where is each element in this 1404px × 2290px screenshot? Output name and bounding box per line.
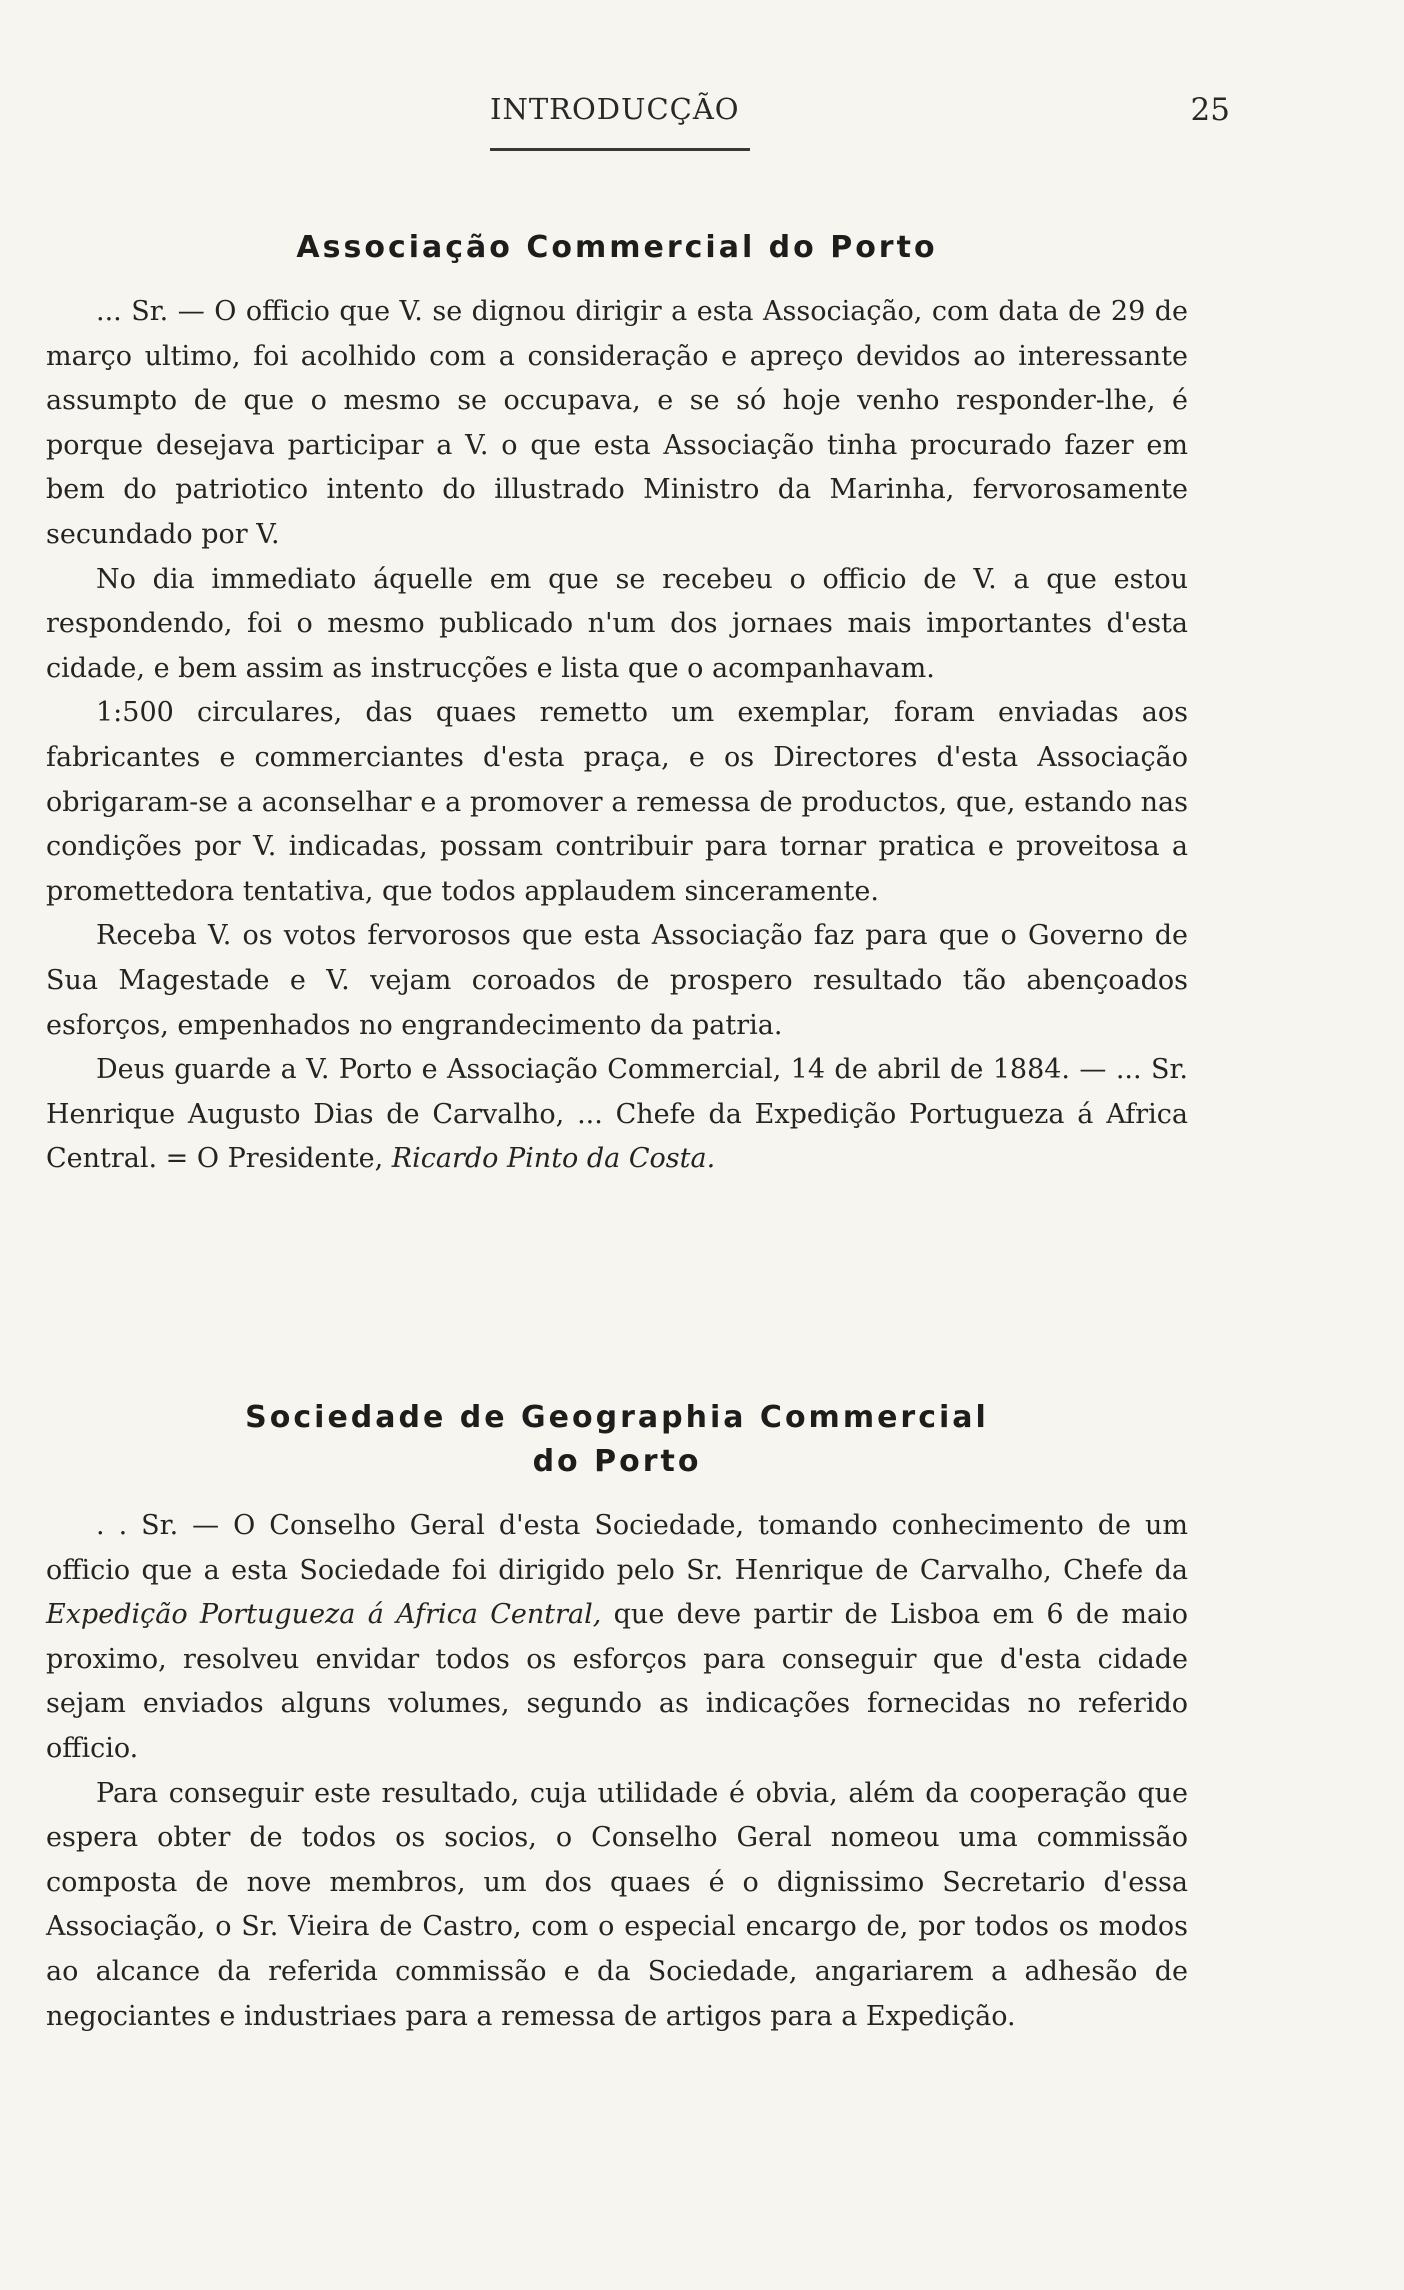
- expedition-title: Expedição Portugueza á Africa Central,: [46, 1599, 602, 1631]
- running-head: [40, 92, 1230, 132]
- page-number: 25: [1190, 92, 1230, 128]
- paragraph-text: . . Sr. — O Conselho Geral d'esta Sociedade, tomando conhecimento de um officio que a esta Sociedade foi dirigido pelo Sr. Henrique de Carvalho, Chefe da: [46, 1510, 1188, 1586]
- heading-line-2: do Porto: [532, 1444, 702, 1479]
- paragraph: [46, 1504, 1188, 1772]
- closing-paragraph: [46, 1048, 1188, 1182]
- section-heading: [46, 1396, 1188, 1484]
- paragraph: Receba V. os votos fervorosos que esta Associação faz para que o Governo de Sua Magestade e V. vejam coroados de prospero resultado tão abençoados esforços, empenhados no engrandecimento da patria.: [46, 920, 1188, 1041]
- paragraph: No dia immediato áquelle em que se recebeu o officio de V. a que estou respondendo, foi o mesmo publicado n'um dos jornaes mais importantes d'esta cidade, e bem assim as instrucções e lista que o acompanhavam.: [46, 563, 1188, 684]
- section-associacao-commercial: [46, 226, 1188, 1182]
- paragraph: Para conseguir este resultado, cuja utilidade é obvia, além da cooperação que espera obter de todos os socios, o Conselho Geral nomeou uma commissão composta de nove membros, um dos quaes é o dignissimo Secretario d'essa Associação, o Sr. Vieira de Castro, com o especial encargo de, por todos os modos ao alcance da referida commissão e da Sociedade, angariarem a adhesão de negociantes e industriaes para a remessa de artigos para a Expedição.: [46, 1777, 1188, 2032]
- running-title: INTRODUCÇÃO: [490, 92, 740, 126]
- heading-line-1: Sociedade de Geographia Commercial: [245, 1400, 989, 1435]
- header-rule: [490, 148, 750, 151]
- section-heading: Associação Commercial do Porto: [296, 230, 938, 265]
- paragraph: ... Sr. — O officio que V. se dignou dirigir a esta Associação, com data de 29 de março ultimo, foi acolhido com a consideração e apreço devidos ao interessante assumpto de que o mesmo se occupava, e se só hoje venho responder-lhe, é porque desejava participar a V. o que esta Associação tinha procurado fazer em bem do patriotico intento do illustrado Ministro da Marinha, fervorosamente secundado por V.: [46, 296, 1188, 550]
- signature: Ricardo Pinto da Costa.: [391, 1143, 716, 1175]
- section-sociedade-geographia: [46, 1396, 1188, 2039]
- paragraph: 1:500 circulares, das quaes remetto um exemplar, foram enviadas aos fabricantes e commerciantes d'esta praça, e os Directores d'esta Associação obrigaram-se a aconselhar e a promover a remessa de productos, que, estando nas condições por V. indicadas, possam contribuir para tornar pratica e proveitosa a promettedora tentativa, que todos applaudem sinceramente.: [46, 697, 1188, 907]
- paragraph-text: que deve partir de Lisboa em 6 de maio proximo, resolveu envidar todos os esforços para conseguir que d'esta cidade sejam enviados alguns volumes, segundo as indicações fornecidas no referido officio.: [46, 1599, 1189, 1764]
- closing-text: Deus guarde a V. Porto e Associação Commercial, 14 de abril de 1884. — ... Sr. Henrique Augusto Dias de Carvalho, ... Chefe da Expedição Portugueza á Africa Central. = O Presidente,: [46, 1054, 1188, 1175]
